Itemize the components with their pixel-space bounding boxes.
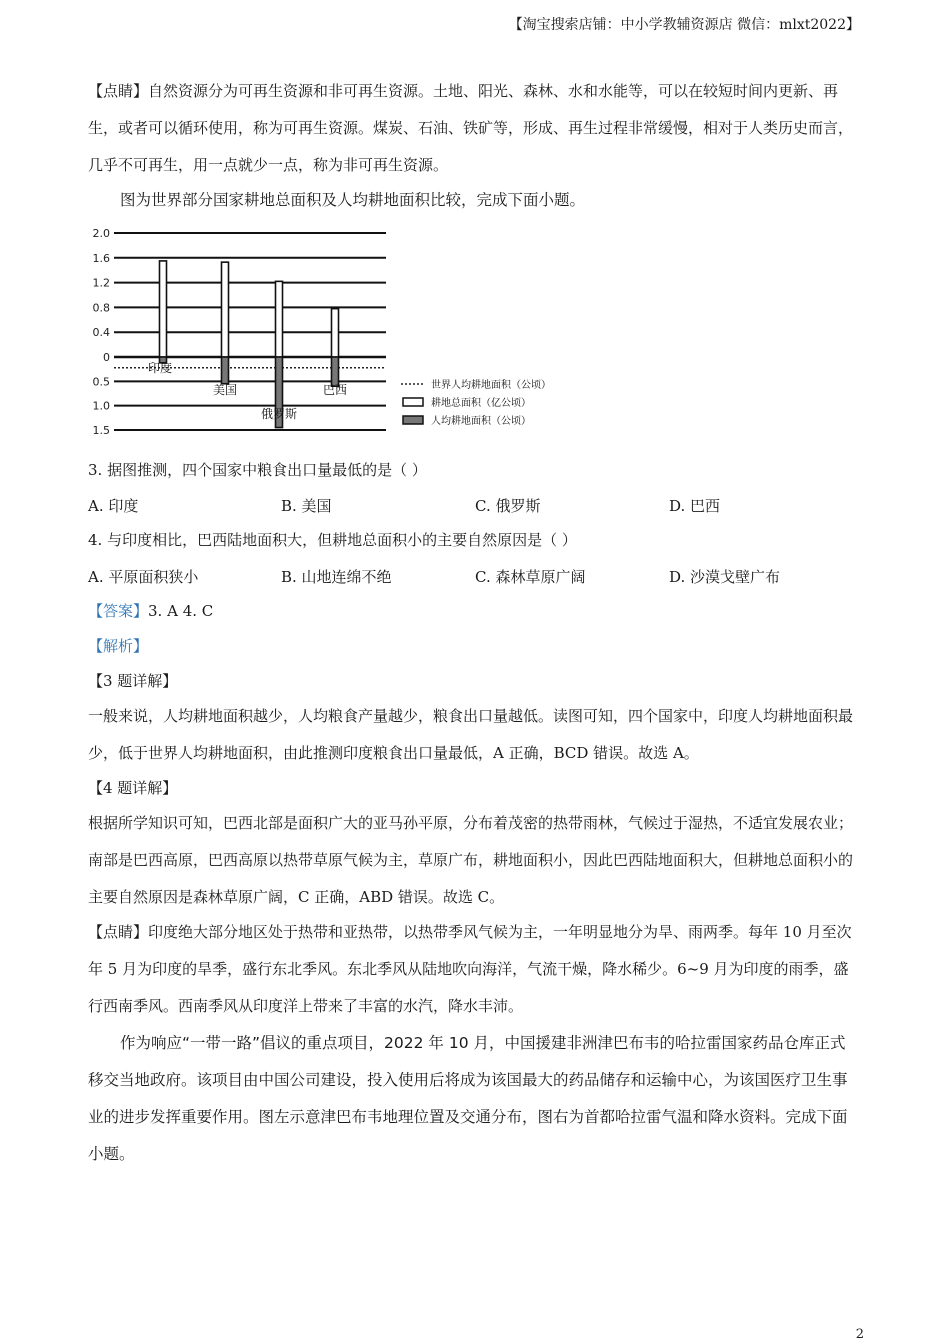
q4-detail-label: 【4 题详解】 xyxy=(88,779,178,797)
y-tick-label: 0 xyxy=(103,351,110,364)
chart-labels xyxy=(148,360,347,421)
q4-detail-text: 根据所学知识可知，巴西北部是面积广大的亚马孙平原，分布着茂密的热带雨林，气候过于湿热，不适宜发展农业；南部是巴西高原，巴西高原以热带草原气候为主，草原广布，耕地面积小，因此巴西陆地面积大，但耕地总面积小的主要自然原因是森林草原广阔，C 正确，ABD 错误。故选 C。 xyxy=(88,814,854,906)
legend-total-label: 耕地总面积（亿公顷） xyxy=(431,398,531,409)
answer-line xyxy=(88,593,858,629)
category-label: 巴西 xyxy=(322,383,348,397)
chart-intro: 图为世界部分国家耕地总面积及人均耕地面积比较，完成下面小题。 xyxy=(120,191,586,209)
category-label: 俄罗斯 xyxy=(260,407,298,421)
bar-total-area xyxy=(222,262,229,357)
legend-total-swatch xyxy=(403,398,423,406)
chart-bars xyxy=(160,261,339,428)
q3-option-b[interactable]: B. 美国 xyxy=(281,497,332,515)
tip-paragraph-2: 【点睛】印度绝大部分地区处于热带和亚热带，以热带季风气候为主，一年明显地分为旱、雨两季。每年 10 月至次年 5 月为印度的旱季，盛行东北季风。东北季风从陆地吹向海洋，气流干燥，降水稀少。6~9 月为印度的雨季，盛行西南季风。西南季风从印度洋上带来了丰富的水汽，降水丰沛。 xyxy=(88,923,852,1015)
q3-stem: 3. 据图推测，四个国家中粮食出口量最低的是（ ） xyxy=(88,461,427,479)
legend-world-label: 世界人均耕地面积（公顷） xyxy=(431,380,551,391)
q4-stem: 4. 与印度相比，巴西陆地面积大，但耕地总面积小的主要自然原因是（ ） xyxy=(88,531,577,549)
answer-label: 【答案】 xyxy=(88,602,149,620)
q3-detail-label: 【3 题详解】 xyxy=(88,672,178,690)
q3-option-c[interactable]: C. 俄罗斯 xyxy=(475,497,541,515)
q3-options xyxy=(88,495,858,519)
answer-text: 3. A 4. C xyxy=(148,602,214,620)
y-tick-label: 1.2 xyxy=(92,276,110,290)
q4-option-c[interactable]: C. 森林草原广阔 xyxy=(475,568,586,586)
q4-option-d[interactable]: D. 沙漠戈壁广布 xyxy=(669,568,781,586)
y-tick-label: 1.5 xyxy=(92,424,110,437)
q3-option-a[interactable]: A. 印度 xyxy=(88,497,139,515)
tip-paragraph-1: 【点睛】自然资源分为可再生资源和非可再生资源。土地、阳光、森林、水和水能等，可以在较短时间内更新、再生，或者可以循环使用，称为可再生资源。煤炭、石油、铁矿等，形成、再生过程非常缓慢，相对于人类历史而言，几乎不可再生，用一点就少一点，称为非可再生资源。 xyxy=(88,82,854,174)
passage: 作为响应“一带一路”倡议的重点项目，2022 年 10 月，中国援建非洲津巴布韦的哈拉雷国家药品仓库正式移交当地政府。该项目由中国公司建设，投入使用后将成为该国最大的药品储存和运输中心，为该国医疗卫生事业的进步发挥重要作用。图左示意津巴布韦地理位置及交通分布，图右为首都哈拉雷气温和降水资料。完成下面小题。 xyxy=(88,1034,848,1163)
y-tick-label: 0.5 xyxy=(92,375,110,389)
chart-legend xyxy=(401,378,551,427)
analysis-label: 【解析】 xyxy=(88,637,149,655)
page-number: 2 xyxy=(855,1327,864,1342)
bar-total-area xyxy=(276,281,283,357)
category-label: 印度 xyxy=(147,361,173,375)
y-tick-label: 0.8 xyxy=(92,301,110,315)
bar-total-area xyxy=(160,261,167,357)
chart-axes xyxy=(93,227,387,437)
bar-per-capita xyxy=(222,357,229,384)
q4-option-b[interactable]: B. 山地连绵不绝 xyxy=(281,568,392,586)
legend-per-capita-swatch xyxy=(403,416,423,424)
y-tick-label: 2.0 xyxy=(92,227,110,240)
legend-per-capita-label: 人均耕地面积（公顷） xyxy=(431,416,531,427)
y-tick-label: 1.6 xyxy=(92,251,110,265)
q3-option-d[interactable]: D. 巴西 xyxy=(669,497,721,515)
q4-option-a[interactable]: A. 平原面积狭小 xyxy=(88,568,199,586)
q4-options xyxy=(88,566,858,590)
bar-total-area xyxy=(332,309,339,357)
y-tick-label: 1.0 xyxy=(92,399,110,413)
cropland-chart xyxy=(88,220,568,440)
q3-detail-text: 一般来说，人均耕地面积越少，人均粮食产量越少，粮食出口量越低。读图可知，四个国家中，印度人均耕地面积最少，低于世界人均耕地面积，由此推测印度粮食出口量最低，A 正确，BCD 错误。故选 A。 xyxy=(88,707,854,762)
category-label: 美国 xyxy=(212,383,238,397)
y-tick-label: 0.4 xyxy=(92,326,110,340)
bar-per-capita xyxy=(332,357,339,386)
page-header: 【淘宝搜索店铺：中小学教辅资源店 微信：mlxt2022】 xyxy=(508,17,860,33)
